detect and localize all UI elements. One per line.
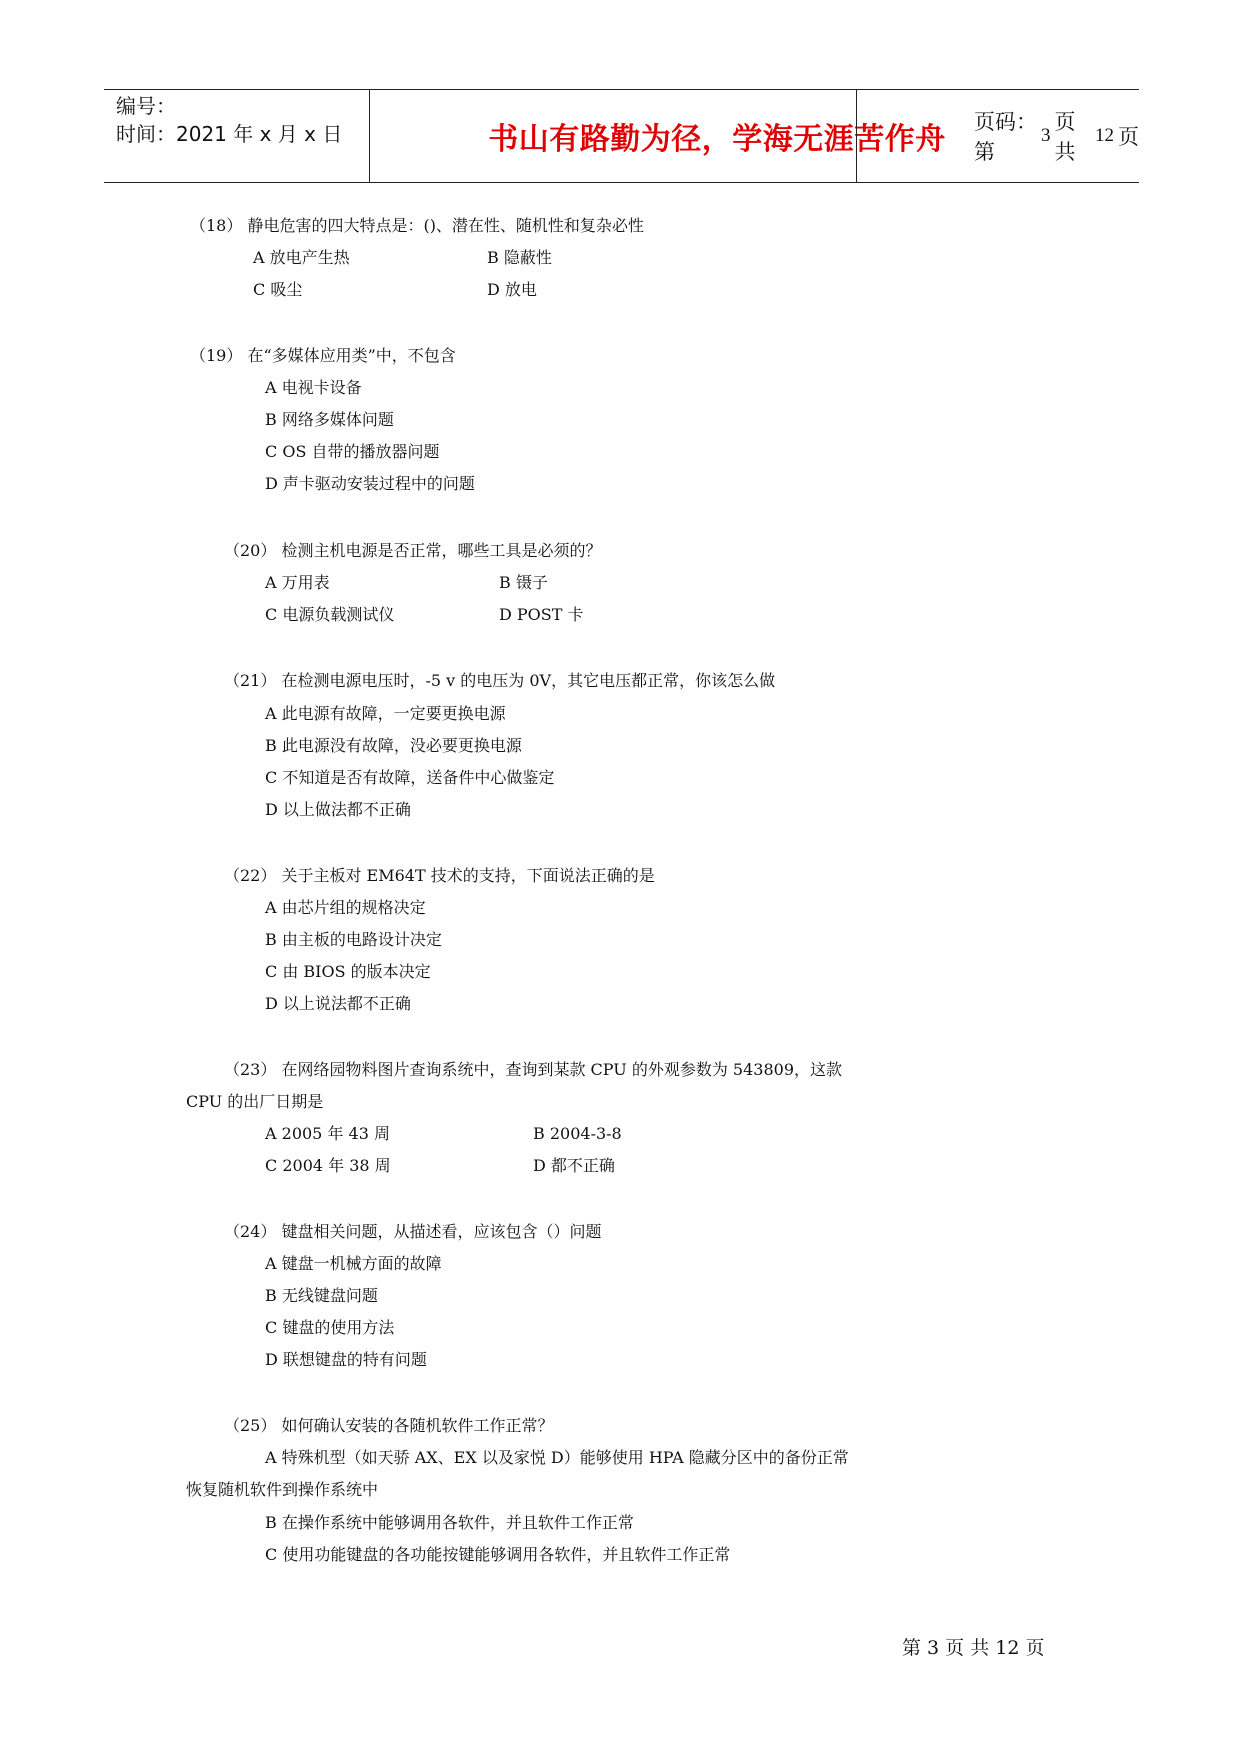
option-19-a: A 电视卡设备: [265, 378, 362, 397]
header-divider-right: [856, 90, 857, 182]
question-stem-25: （25） 如何确认安装的各随机软件工作正常？: [224, 1416, 554, 1435]
option-21-b: B 此电源没有故障，没必要更换电源: [265, 736, 522, 755]
option-20-c: C 电源负载测试仪: [265, 605, 395, 624]
header-motto: 书山有路勤为径，学海无涯苦作舟: [488, 122, 946, 157]
question-stem-23: （23） 在网络园物料图片查询系统中，查询到某款 CPU 的外观参数为 543809，这款: [224, 1060, 842, 1079]
option-23-d: D 都不正确: [533, 1156, 615, 1175]
option-21-c: C 不知道是否有故障，送备件中心做鉴定: [265, 768, 555, 787]
option-24-d: D 联想键盘的特有问题: [265, 1350, 427, 1369]
option-22-d: D 以上说法都不正确: [265, 994, 411, 1013]
page-mid: 页 共: [1054, 110, 1076, 164]
option-22-b: B 由主板的电路设计决定: [265, 930, 442, 949]
option-24-a: A 键盘一机械方面的故障: [265, 1254, 442, 1273]
option-19-c: C OS 自带的播放器问题: [265, 442, 440, 461]
option-18-d: D 放电: [487, 280, 537, 299]
option-20-b: B 镊子: [499, 573, 548, 592]
question-stem-21: （21） 在检测电源电压时，-5 v 的电压为 0V，其它电压都正常，你该怎么做: [224, 671, 776, 690]
header-divider-left: [369, 90, 370, 182]
id-label: 编号：: [116, 94, 176, 118]
option-20-a: A 万用表: [265, 573, 330, 592]
option-19-b: B 网络多媒体问题: [265, 410, 394, 429]
question-stem-22: （22） 关于主板对 EM64T 技术的支持，下面说法正确的是: [224, 866, 655, 885]
option-22-a: A 由芯片组的规格决定: [265, 898, 426, 917]
page-footer: 第 3 页 共 12 页: [902, 1637, 1045, 1659]
option-20-d: D POST 卡: [499, 605, 584, 624]
page-header: [104, 89, 1139, 183]
option-19-d: D 声卡驱动安装过程中的问题: [265, 474, 475, 493]
question-stem-19: （19） 在“多媒体应用类”中，不包含: [190, 346, 456, 365]
page-prefix: 页码：第: [974, 110, 1037, 164]
option-22-c: C 由 BIOS 的版本决定: [265, 962, 431, 981]
option-25-a-cont: 恢复随机软件到操作系统中: [186, 1480, 379, 1499]
question-stem-24: （24） 键盘相关问题，从描述看，应该包含（）问题: [224, 1222, 602, 1241]
option-21-a: A 此电源有故障，一定要更换电源: [265, 704, 506, 723]
page-number: 3: [1040, 125, 1051, 146]
question-stem-23-cont: CPU 的出厂日期是: [186, 1092, 324, 1111]
header-page-info: [974, 90, 1139, 182]
question-stem-18: （18） 静电危害的四大特点是：()、潜在性、随机性和复杂必性: [190, 216, 644, 235]
page-total: 12: [1095, 125, 1114, 146]
option-23-c: C 2004 年 38 周: [265, 1156, 391, 1175]
option-25-b: B 在操作系统中能够调用各软件，并且软件工作正常: [265, 1513, 634, 1532]
option-21-d: D 以上做法都不正确: [265, 800, 411, 819]
option-18-b: B 隐蔽性: [487, 248, 552, 267]
time-label: 时间：2021 年 x 月 x 日: [116, 122, 343, 146]
page-suffix: 页: [1118, 125, 1139, 149]
option-23-b: B 2004-3-8: [533, 1124, 622, 1143]
option-18-a: A 放电产生热: [253, 248, 350, 267]
option-25-c: C 使用功能键盘的各功能按键能够调用各软件，并且软件工作正常: [265, 1545, 731, 1564]
option-24-c: C 键盘的使用方法: [265, 1318, 395, 1337]
option-25-a: A 特殊机型（如天骄 AX、EX 以及家悦 D）能够使用 HPA 隐藏分区中的备份正常: [265, 1448, 849, 1467]
header-meta: [116, 92, 342, 148]
option-18-c: C 吸尘: [253, 280, 303, 299]
question-stem-20: （20） 检测主机电源是否正常，哪些工具是必须的？: [224, 541, 602, 560]
option-23-a: A 2005 年 43 周: [265, 1124, 390, 1143]
option-24-b: B 无线键盘问题: [265, 1286, 378, 1305]
